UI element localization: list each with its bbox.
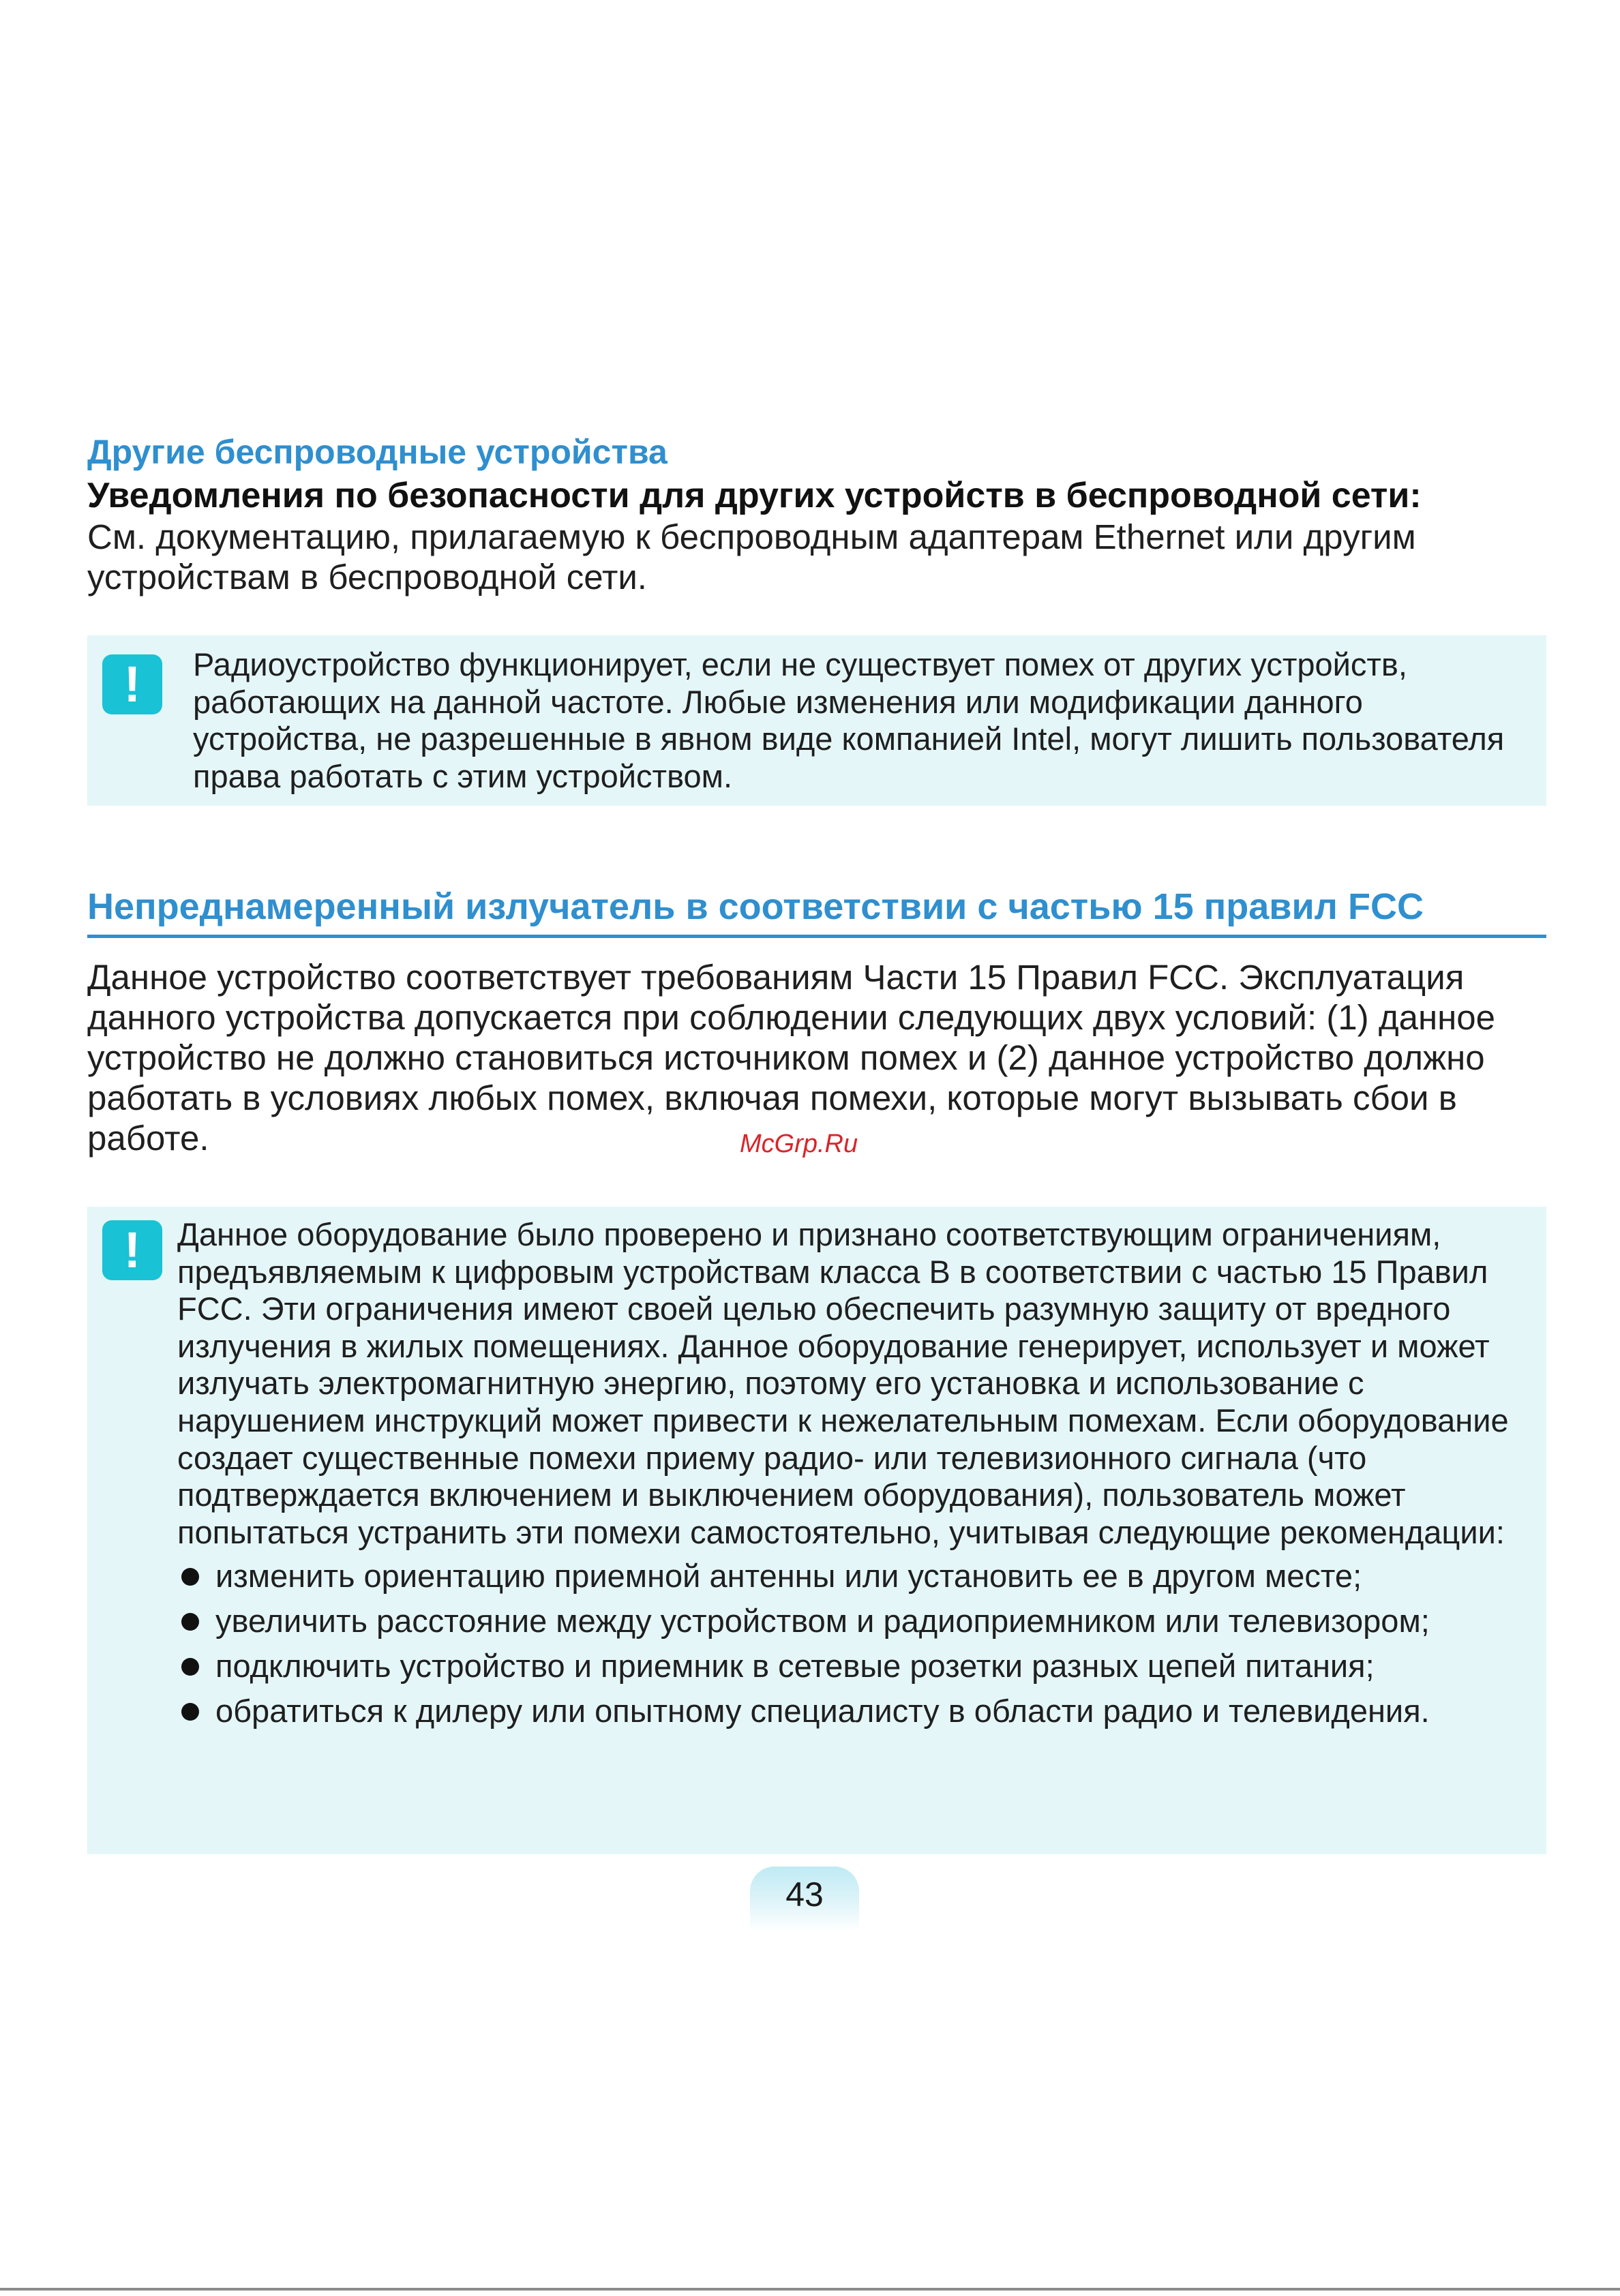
- bullet-icon: [181, 1568, 199, 1586]
- caution-note-radio-text: Радиоустройство функционирует, если не существует помех от других устройств, работающих на данной частоте. Любые изменения или модификации данного устройства, не разрешенные в явном виде компанией Intel, могут лишить пользователя права работать с этим устройством.: [193, 646, 1505, 794]
- section1-body-text: См. документацию, прилагаемую к беспроводным адаптерам Ethernet или другим устройствам в беспроводной сети.: [87, 517, 1416, 596]
- list-item: [177, 1603, 1533, 1640]
- section-other-wireless-devices: [87, 429, 1546, 597]
- caution-note-radio: [87, 635, 1546, 806]
- section-heading-other-wireless: Другие беспроводные устройства: [87, 433, 668, 471]
- list-item-text: подключить устройство и приемник в сетевые розетки разных цепей питания;: [215, 1648, 1375, 1685]
- watermark: McGrp.Ru: [740, 1130, 858, 1158]
- list-item-text: увеличить расстояние между устройством и радиоприемником или телевизором;: [215, 1603, 1430, 1640]
- exclamation-icon: !: [102, 654, 162, 714]
- section-heading-fcc: Непреднамеренный излучатель в соответствии с частью 15 правил FCC: [87, 883, 1546, 938]
- bullet-icon: [181, 1658, 199, 1676]
- safety-notice-subheading: Уведомления по безопасности для других устройств в беспроводной сети:: [87, 476, 1422, 515]
- list-item-text: изменить ориентацию приемной антенны или установить ее в другом месте;: [215, 1558, 1362, 1595]
- bottom-divider: [0, 2288, 1620, 2291]
- list-item: [177, 1693, 1533, 1729]
- recommendation-list: [177, 1558, 1533, 1729]
- exclamation-icon: !: [102, 1220, 162, 1280]
- bullet-icon: [181, 1703, 199, 1721]
- section-fcc-part15: [87, 883, 1546, 1158]
- caution-note-fcc: [87, 1207, 1546, 1854]
- section2-body-text: Данное устройство соответствует требованиям Части 15 Правил FCC. Эксплуатация данного устройства допускается при соблюдении следующих двух условий: (1) данное устройство не должно становиться источником помех и (2) данное устройство должно работать в условиях любых помех, включая помехи, которые могут вызывать сбои в работе.: [87, 958, 1496, 1158]
- list-item: [177, 1558, 1533, 1595]
- caution-note-fcc-text: Данное оборудование было проверено и признано соответствующим ограничениям, предъявляемым к цифровым устройствам класса B в соответствии с частью 15 Правил FCC. Эти ограничения имеют своей целью обеспечить разумную защиту от вредного излучения в жилых помещениях. Данное оборудование генерирует, использует и может излучать электромагнитную энергию, поэтому его установка и использование с нарушением инструкций может привести к нежелательным помехам. Если оборудование создает существенные помехи приему радио- или телевизионного сигнала (что подтверждается включением и выключением оборудования), пользователь может попытаться устранить эти помехи самостоятельно, учитывая следующие рекомендации:: [177, 1216, 1509, 1550]
- bullet-icon: [181, 1613, 199, 1631]
- list-item: [177, 1648, 1533, 1685]
- list-item-text: обратиться к дилеру или опытному специалисту в области радио и телевидения.: [215, 1693, 1430, 1729]
- page-number: 43: [750, 1867, 859, 1931]
